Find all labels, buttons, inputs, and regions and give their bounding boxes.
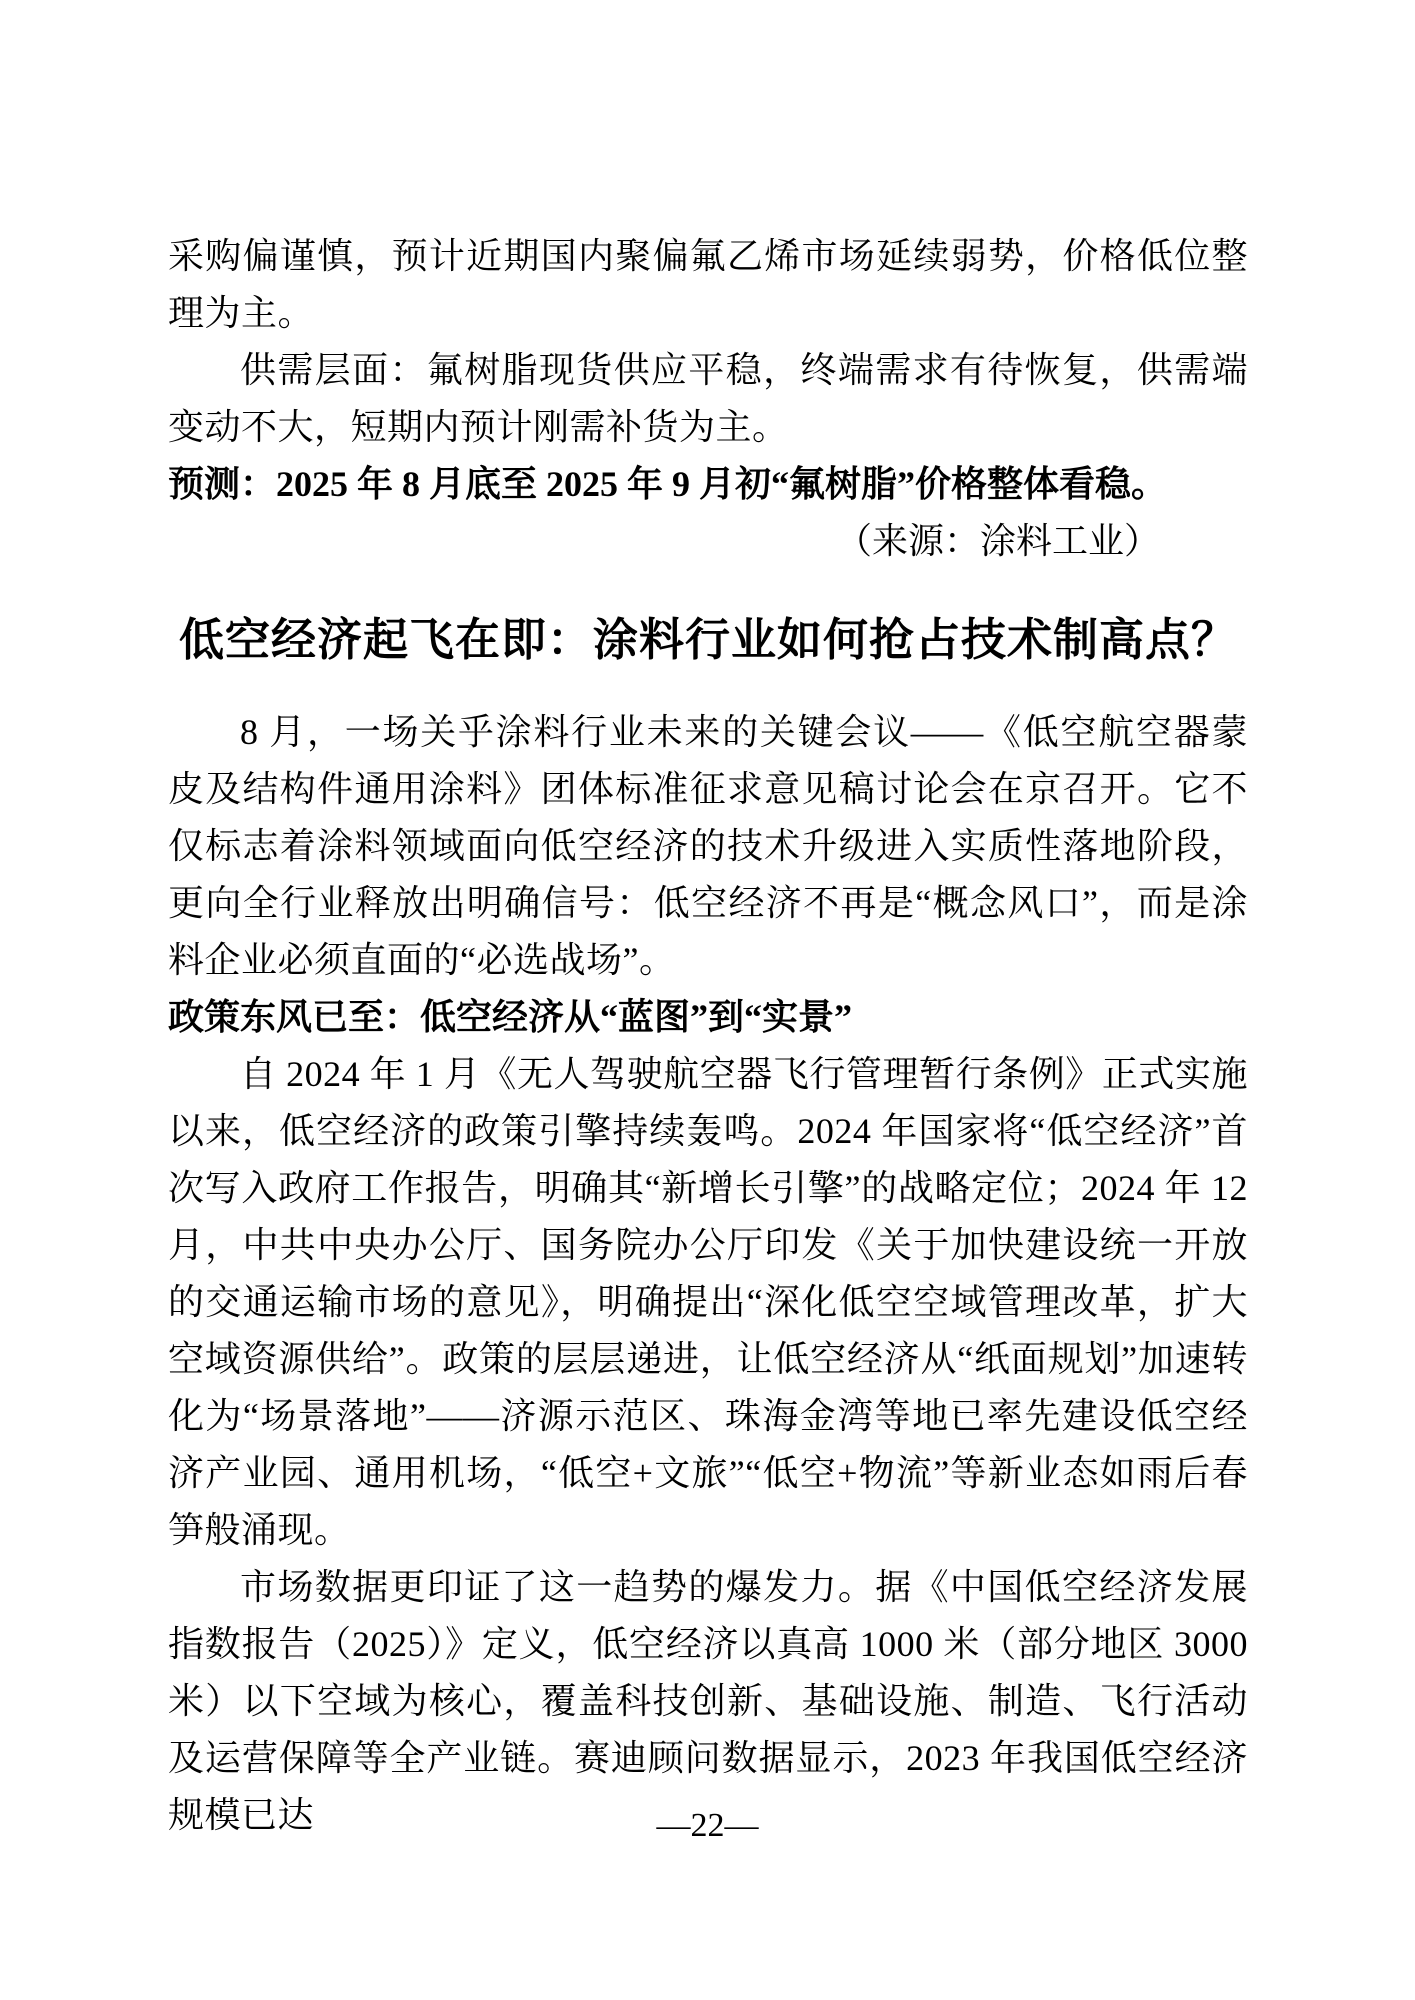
article-title: 低空经济起飞在即：涂料行业如何抢占技术制高点？	[178, 615, 1237, 665]
paragraph-market-data: 市场数据更印证了这一趋势的爆发力。据《中国低空经济发展指数报告（2025）》定义，低空经济以真高 1000 米（部分地区 3000 米）以下空域为核心，覆盖科技创新、基础设施、制造、飞行活动及运营保障等全产业链。赛迪顾问数据显示，2023 年我国低空经济规模已达	[168, 1567, 1248, 1835]
paragraph-policy: 自 2024 年 1 月《无人驾驶航空器飞行管理暂行条例》正式实施以来，低空经济的政策引擎持续轰鸣。2024 年国家将“低空经济”首次写入政府工作报告，明确其“新增长引擎”的战略定位；2024 年 12 月，中共中央办公厅、国务院办公厅印发《关于加快建设统一开放的交通运输市场的意见》，明确提出“深化低空空域管理改革，扩大空域资源供给”。政策的层层递进，让低空经济从“纸面规划”加速转化为“场景落地”——济源示范区、珠海金湾等地已率先建设低空经济产业园、通用机场，“低空+文旅”“低空+物流”等新业态如雨后春笋般涌现。	[168, 1054, 1248, 1550]
page-content	[168, 228, 1248, 1844]
page-number: —22—	[656, 1807, 759, 1844]
paragraph-carryover: 采购偏谨慎，预计近期国内聚偏氟乙烯市场延续弱势，价格低位整理为主。	[168, 236, 1248, 333]
paragraph-supply-demand: 供需层面：氟树脂现货供应平稳，终端需求有待恢复，供需端变动不大，短期内预计刚需补货为主。	[168, 350, 1248, 447]
paragraph-article-intro: 8 月，一场关乎涂料行业未来的关键会议——《低空航空器蒙皮及结构件通用涂料》团体标准征求意见稿讨论会在京召开。它不仅标志着涂料领域面向低空经济的技术升级进入实质性落地阶段，更向全行业释放出明确信号：低空经济不再是“概念风口”，而是涂料企业必须直面的“必选战场”。	[168, 712, 1248, 980]
source-attribution: （来源：涂料工业）	[835, 521, 1160, 561]
forecast-line: 预测：2025 年 8 月底至 2025 年 9 月初“氟树脂”价格整体看稳。	[168, 464, 1168, 504]
section-heading-policy: 政策东风已至：低空经济从“蓝图”到“实景”	[168, 997, 853, 1037]
